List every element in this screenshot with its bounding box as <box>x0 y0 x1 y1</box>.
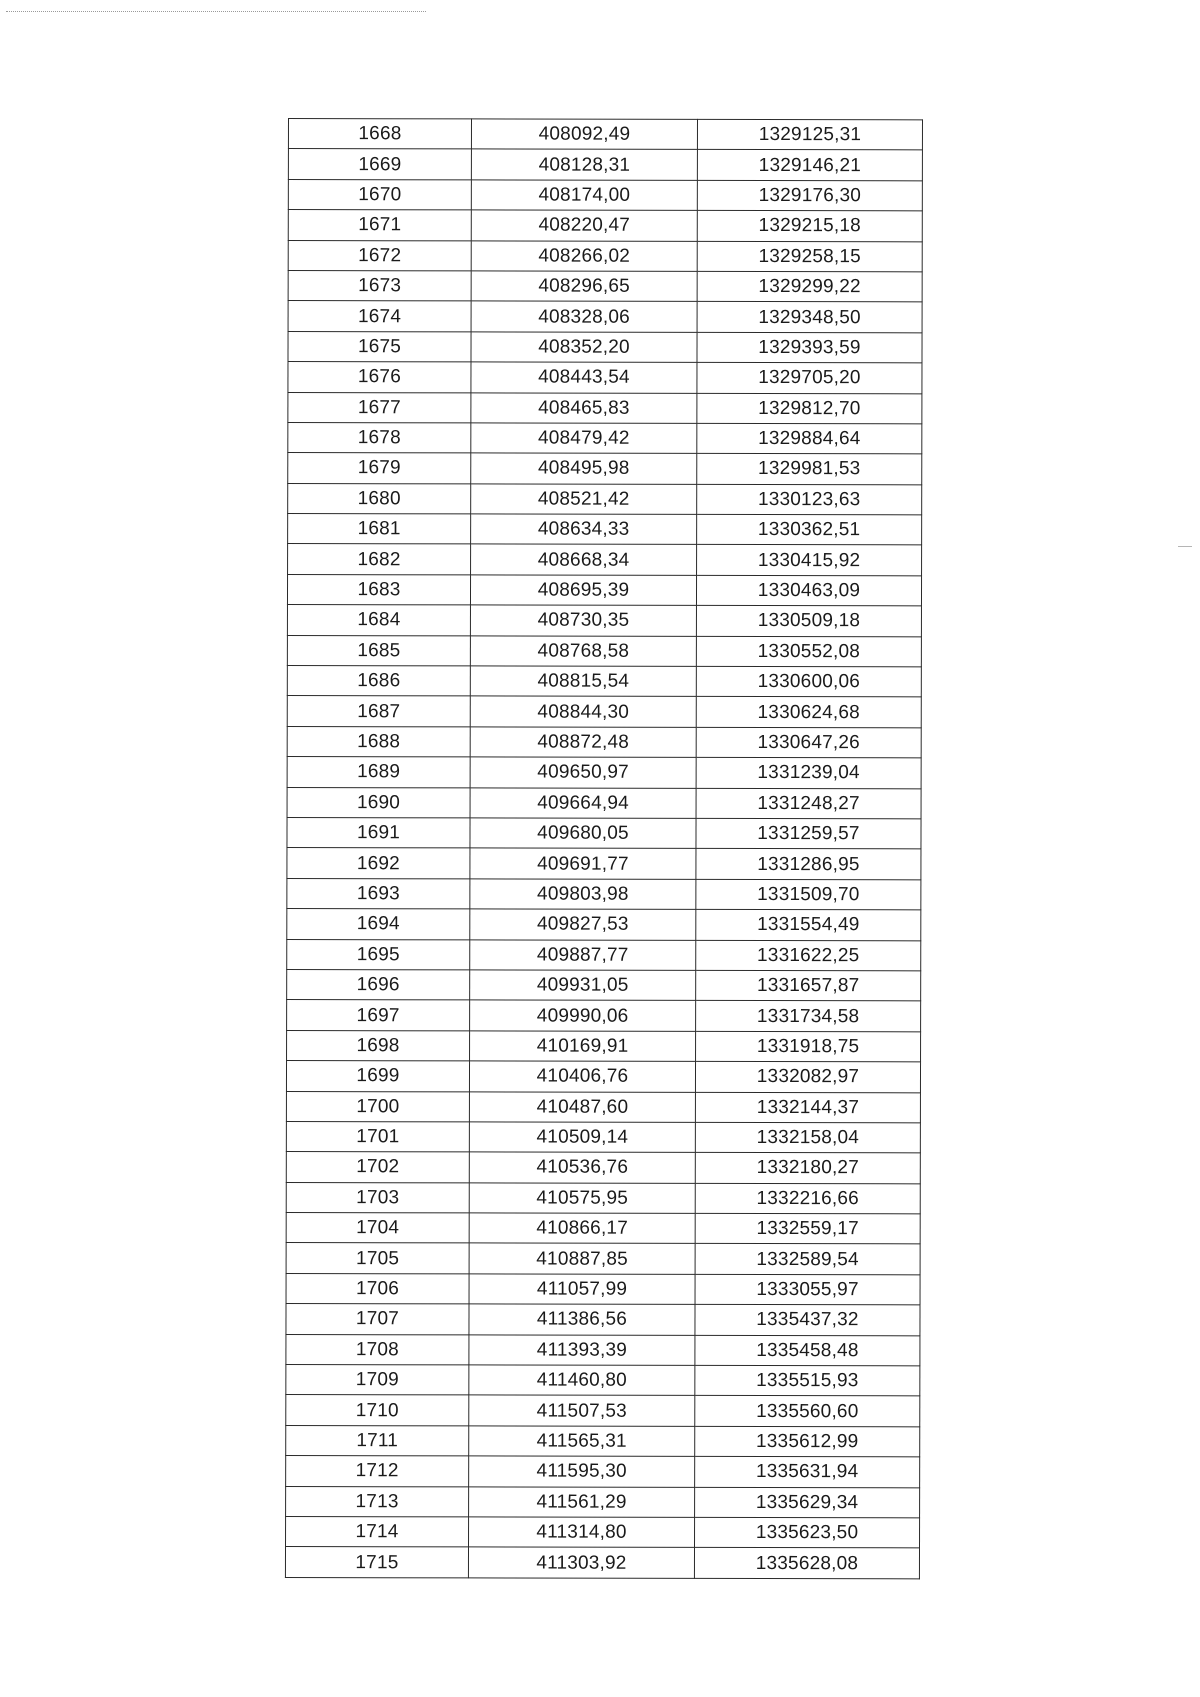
y-coordinate-cell: 1335631,94 <box>695 1457 920 1488</box>
x-coordinate-cell: 408844,30 <box>470 696 696 727</box>
x-coordinate-cell: 411303,92 <box>468 1547 694 1578</box>
table-row <box>288 392 922 424</box>
point-number-cell: 1695 <box>287 939 470 970</box>
x-coordinate-cell: 408174,00 <box>471 180 697 211</box>
table-row <box>288 362 922 394</box>
point-number-cell: 1681 <box>288 514 471 545</box>
table-row <box>285 1547 919 1579</box>
y-coordinate-cell: 1329215,18 <box>697 211 922 242</box>
y-coordinate-cell: 1335628,08 <box>694 1548 919 1579</box>
scan-edge-mark <box>6 11 426 12</box>
table-row <box>286 1213 920 1245</box>
table-row <box>288 453 922 485</box>
point-number-cell: 1705 <box>286 1243 469 1274</box>
table-row <box>287 666 921 698</box>
table-row <box>286 1091 920 1123</box>
x-coordinate-cell: 408521,42 <box>471 484 697 515</box>
y-coordinate-cell: 1330600,06 <box>696 666 921 697</box>
table-row <box>287 939 921 971</box>
point-number-cell: 1673 <box>288 270 471 301</box>
x-coordinate-cell: 410887,85 <box>469 1243 695 1274</box>
y-coordinate-cell: 1329146,21 <box>697 150 922 181</box>
point-number-cell: 1669 <box>288 149 471 180</box>
x-coordinate-cell: 410866,17 <box>469 1213 695 1244</box>
x-coordinate-cell: 408668,34 <box>471 544 697 575</box>
y-coordinate-cell: 1331657,87 <box>696 970 921 1001</box>
y-coordinate-cell: 1335515,93 <box>695 1365 920 1396</box>
table-row <box>288 544 922 576</box>
point-number-cell: 1680 <box>288 483 471 514</box>
table-row <box>287 696 921 728</box>
y-coordinate-cell: 1332589,54 <box>695 1244 920 1275</box>
table-row <box>288 149 922 181</box>
table-row <box>286 1395 920 1427</box>
table-row <box>288 179 922 211</box>
y-coordinate-cell: 1330624,68 <box>696 697 921 728</box>
y-coordinate-cell: 1331239,04 <box>696 758 921 789</box>
y-coordinate-cell: 1335458,48 <box>695 1335 920 1366</box>
x-coordinate-cell: 408495,98 <box>471 453 697 484</box>
point-number-cell: 1699 <box>286 1061 469 1092</box>
x-coordinate-cell: 408695,39 <box>470 575 696 606</box>
x-coordinate-cell: 410509,14 <box>469 1122 695 1153</box>
y-coordinate-cell: 1329393,59 <box>697 332 922 363</box>
x-coordinate-cell: 408296,65 <box>471 271 697 302</box>
point-number-cell: 1692 <box>287 848 470 879</box>
x-coordinate-cell: 409650,97 <box>470 757 696 788</box>
point-number-cell: 1670 <box>288 179 471 210</box>
y-coordinate-cell: 1335629,34 <box>695 1487 920 1518</box>
table-row <box>288 240 922 272</box>
table-row <box>287 635 921 667</box>
y-coordinate-cell: 1329258,15 <box>697 241 922 272</box>
x-coordinate-cell: 408634,33 <box>471 514 697 545</box>
x-coordinate-cell: 411314,80 <box>469 1517 695 1548</box>
point-number-cell: 1668 <box>288 119 471 150</box>
point-number-cell: 1711 <box>286 1425 469 1456</box>
point-number-cell: 1683 <box>287 574 470 605</box>
y-coordinate-cell: 1329299,22 <box>697 271 922 302</box>
x-coordinate-cell: 410169,91 <box>470 1031 696 1062</box>
x-coordinate-cell: 411460,80 <box>469 1365 695 1396</box>
x-coordinate-cell: 408768,58 <box>470 636 696 667</box>
point-number-cell: 1679 <box>288 453 471 484</box>
table-row <box>287 605 921 637</box>
x-coordinate-cell: 409691,77 <box>470 848 696 879</box>
point-number-cell: 1686 <box>287 666 470 697</box>
table-row <box>286 1304 920 1336</box>
table-row <box>286 1425 920 1457</box>
table-row <box>286 1273 920 1305</box>
y-coordinate-cell: 1330647,26 <box>696 727 921 758</box>
point-number-cell: 1715 <box>285 1547 468 1578</box>
point-number-cell: 1691 <box>287 817 470 848</box>
table-row <box>288 210 922 242</box>
y-coordinate-cell: 1331554,49 <box>696 910 921 941</box>
table-row <box>287 878 921 910</box>
x-coordinate-cell: 409887,77 <box>470 939 696 970</box>
table-row <box>287 787 921 819</box>
x-coordinate-cell: 408220,47 <box>471 210 697 241</box>
point-number-cell: 1688 <box>287 726 470 757</box>
y-coordinate-cell: 1332082,97 <box>695 1061 920 1092</box>
table-row <box>288 514 922 546</box>
x-coordinate-cell: 410406,76 <box>469 1061 695 1092</box>
y-coordinate-cell: 1331248,27 <box>696 788 921 819</box>
table-row <box>288 331 922 363</box>
point-number-cell: 1677 <box>288 392 471 423</box>
x-coordinate-cell: 408815,54 <box>470 666 696 697</box>
x-coordinate-cell: 409680,05 <box>470 818 696 849</box>
y-coordinate-cell: 1330123,63 <box>697 484 922 515</box>
point-number-cell: 1704 <box>286 1213 469 1244</box>
y-coordinate-cell: 1330415,92 <box>697 545 922 576</box>
point-number-cell: 1706 <box>286 1273 469 1304</box>
y-coordinate-cell: 1332180,27 <box>695 1153 920 1184</box>
table-row <box>286 1182 920 1214</box>
y-coordinate-cell: 1330463,09 <box>696 575 921 606</box>
point-number-cell: 1671 <box>288 210 471 241</box>
table-row <box>288 301 922 333</box>
x-coordinate-cell: 408730,35 <box>470 605 696 636</box>
y-coordinate-cell: 1335560,60 <box>695 1396 920 1427</box>
x-coordinate-cell: 409827,53 <box>470 909 696 940</box>
point-number-cell: 1685 <box>287 635 470 666</box>
point-number-cell: 1687 <box>287 696 470 727</box>
x-coordinate-cell: 408266,02 <box>471 240 697 271</box>
point-number-cell: 1701 <box>286 1121 469 1152</box>
y-coordinate-cell: 1329884,64 <box>697 423 922 454</box>
table-row <box>286 1334 920 1366</box>
y-coordinate-cell: 1330509,18 <box>696 606 921 637</box>
x-coordinate-cell: 411393,39 <box>469 1335 695 1366</box>
point-number-cell: 1714 <box>286 1516 469 1547</box>
table-row <box>286 1365 920 1397</box>
point-number-cell: 1709 <box>286 1365 469 1396</box>
y-coordinate-cell: 1332559,17 <box>695 1213 920 1244</box>
table-row <box>287 726 921 758</box>
y-coordinate-cell: 1331918,75 <box>696 1031 921 1062</box>
y-coordinate-cell: 1331286,95 <box>696 849 921 880</box>
point-number-cell: 1710 <box>286 1395 469 1426</box>
y-coordinate-cell: 1329176,30 <box>697 180 922 211</box>
y-coordinate-cell: 1329125,31 <box>697 119 922 150</box>
y-coordinate-cell: 1331622,25 <box>696 940 921 971</box>
table-row <box>286 1061 920 1093</box>
table-row <box>288 483 922 515</box>
table-row <box>286 1516 920 1548</box>
y-coordinate-cell: 1335623,50 <box>695 1517 920 1548</box>
x-coordinate-cell: 408443,54 <box>471 362 697 393</box>
x-coordinate-cell: 411561,29 <box>469 1486 695 1517</box>
coordinates-table-body <box>285 119 922 1579</box>
table-row <box>288 422 922 454</box>
x-coordinate-cell: 408479,42 <box>471 423 697 454</box>
x-coordinate-cell: 409990,06 <box>470 1000 696 1031</box>
point-number-cell: 1693 <box>287 878 470 909</box>
point-number-cell: 1694 <box>287 909 470 940</box>
table-row <box>286 1121 920 1153</box>
scan-margin-tick <box>1178 546 1192 547</box>
table-row <box>287 848 921 880</box>
x-coordinate-cell: 409931,05 <box>470 970 696 1001</box>
point-number-cell: 1696 <box>287 969 470 1000</box>
x-coordinate-cell: 409664,94 <box>470 787 696 818</box>
point-number-cell: 1707 <box>286 1304 469 1335</box>
point-number-cell: 1684 <box>287 605 470 636</box>
x-coordinate-cell: 411507,53 <box>469 1395 695 1426</box>
x-coordinate-cell: 408352,20 <box>471 332 697 363</box>
table-row <box>286 1486 920 1518</box>
y-coordinate-cell: 1330552,08 <box>696 636 921 667</box>
point-number-cell: 1703 <box>286 1182 469 1213</box>
table-row <box>286 1152 920 1184</box>
table-row <box>288 119 922 151</box>
x-coordinate-cell: 411595,30 <box>469 1456 695 1487</box>
table-row <box>287 1000 921 1032</box>
x-coordinate-cell: 408872,48 <box>470 727 696 758</box>
point-number-cell: 1678 <box>288 422 471 453</box>
x-coordinate-cell: 410536,76 <box>469 1152 695 1183</box>
y-coordinate-cell: 1331509,70 <box>696 879 921 910</box>
y-coordinate-cell: 1329812,70 <box>697 393 922 424</box>
x-coordinate-cell: 410487,60 <box>469 1091 695 1122</box>
y-coordinate-cell: 1332216,66 <box>695 1183 920 1214</box>
x-coordinate-cell: 411565,31 <box>469 1426 695 1457</box>
point-number-cell: 1702 <box>286 1152 469 1183</box>
point-number-cell: 1690 <box>287 787 470 818</box>
table-row <box>287 1030 921 1062</box>
y-coordinate-cell: 1331734,58 <box>696 1001 921 1032</box>
x-coordinate-cell: 408465,83 <box>471 392 697 423</box>
coordinates-table <box>285 118 923 1579</box>
table-row <box>288 270 922 302</box>
point-number-cell: 1708 <box>286 1334 469 1365</box>
point-number-cell: 1700 <box>286 1091 469 1122</box>
point-number-cell: 1672 <box>288 240 471 271</box>
y-coordinate-cell: 1329705,20 <box>697 362 922 393</box>
point-number-cell: 1682 <box>288 544 471 575</box>
y-coordinate-cell: 1335612,99 <box>695 1426 920 1457</box>
table-row <box>286 1243 920 1275</box>
table-row <box>287 817 921 849</box>
table-row <box>287 969 921 1001</box>
y-coordinate-cell: 1329981,53 <box>697 454 922 485</box>
x-coordinate-cell: 411057,99 <box>469 1274 695 1305</box>
point-number-cell: 1698 <box>287 1030 470 1061</box>
x-coordinate-cell: 408092,49 <box>471 119 697 150</box>
point-number-cell: 1676 <box>288 362 471 393</box>
x-coordinate-cell: 408128,31 <box>471 149 697 180</box>
point-number-cell: 1674 <box>288 301 471 332</box>
x-coordinate-cell: 409803,98 <box>470 879 696 910</box>
table-row <box>287 574 921 606</box>
table-row <box>287 909 921 941</box>
x-coordinate-cell: 408328,06 <box>471 301 697 332</box>
y-coordinate-cell: 1332144,37 <box>695 1092 920 1123</box>
y-coordinate-cell: 1330362,51 <box>697 514 922 545</box>
point-number-cell: 1675 <box>288 331 471 362</box>
point-number-cell: 1697 <box>287 1000 470 1031</box>
y-coordinate-cell: 1331259,57 <box>696 818 921 849</box>
x-coordinate-cell: 410575,95 <box>469 1183 695 1214</box>
y-coordinate-cell: 1332158,04 <box>695 1122 920 1153</box>
table-row <box>287 757 921 789</box>
table-row <box>286 1456 920 1488</box>
point-number-cell: 1689 <box>287 757 470 788</box>
point-number-cell: 1713 <box>286 1486 469 1517</box>
y-coordinate-cell: 1329348,50 <box>697 302 922 333</box>
point-number-cell: 1712 <box>286 1456 469 1487</box>
y-coordinate-cell: 1335437,32 <box>695 1305 920 1336</box>
y-coordinate-cell: 1333055,97 <box>695 1274 920 1305</box>
x-coordinate-cell: 411386,56 <box>469 1304 695 1335</box>
